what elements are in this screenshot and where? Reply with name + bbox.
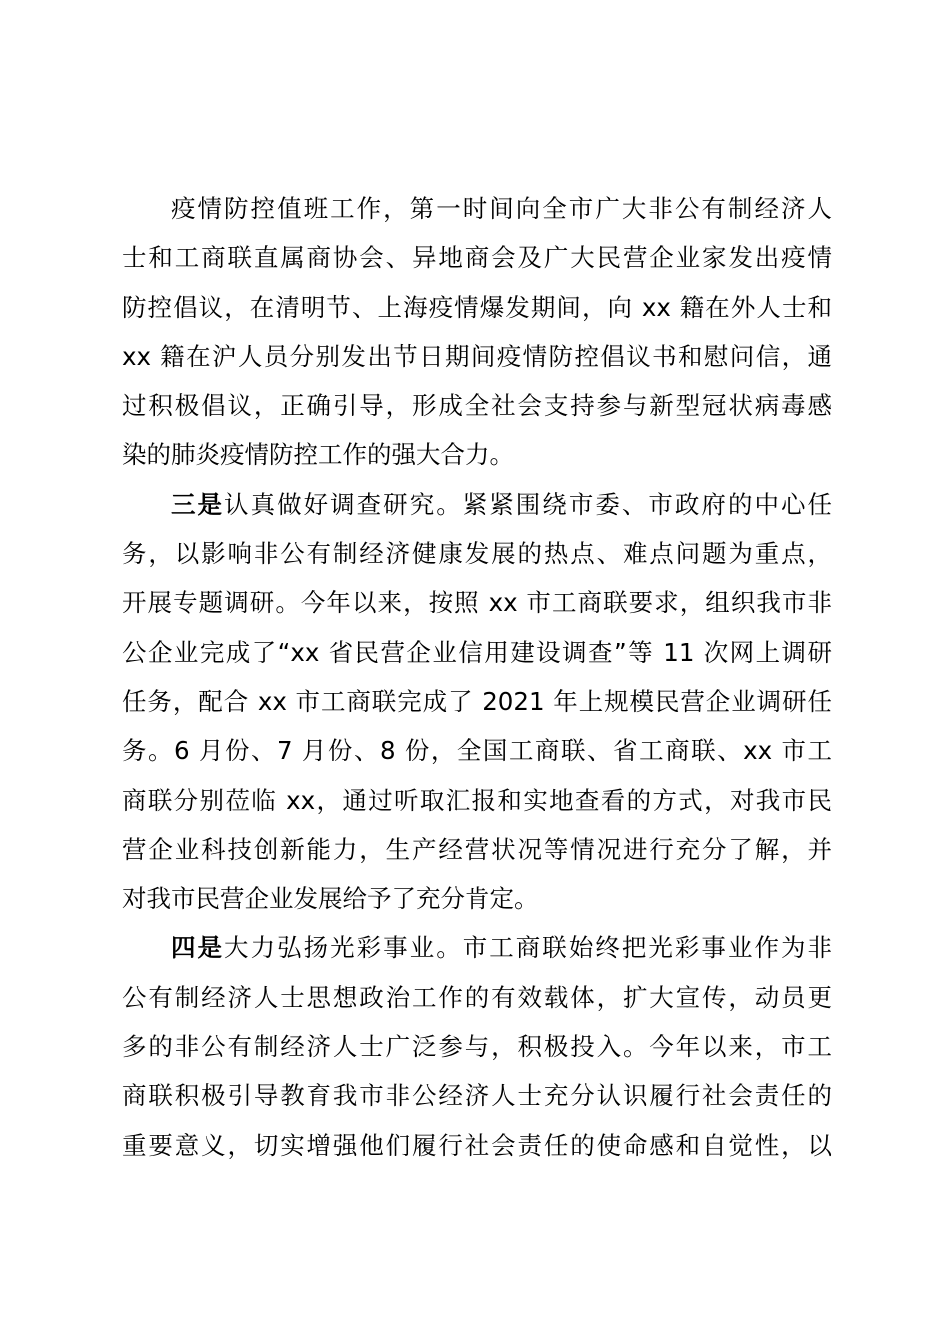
text-line: 营企业科技创新能力，生产经营状况等情况进行充分了解，并 <box>122 834 832 864</box>
text-line-body: 认真做好调查研究。紧紧围绕市委、市政府的中心任 <box>224 489 833 519</box>
paragraph-guangcai <box>122 923 832 1169</box>
text-line: 开展专题调研。今年以来，按照 xx 市工商联要求，组织我市非 <box>122 588 832 618</box>
text-line-body: 大力弘扬光彩事业。市工商联始终把光彩事业作为非 <box>224 933 833 963</box>
text-line: 商联积极引导教育我市非公经济人士充分认识履行社会责任的 <box>122 1081 832 1111</box>
text-line: 务，以影响非公有制经济健康发展的热点、难点问题为重点， <box>122 539 832 569</box>
text-line: 多的非公有制经济人士广泛参与，积极投入。今年以来，市工 <box>122 1032 832 1062</box>
paragraph-epidemic-prevention <box>122 184 832 480</box>
text-line <box>122 923 832 972</box>
text-line: 公有制经济人士思想政治工作的有效载体，扩大宣传，动员更 <box>122 982 832 1012</box>
body-text <box>122 184 832 1170</box>
text-line: xx 籍在沪人员分别发出节日期间疫情防控倡议书和慰问信，通 <box>122 341 832 371</box>
paragraph-lead: 四是 <box>171 933 225 963</box>
text-line <box>122 480 832 529</box>
text-line: 任务，配合 xx 市工商联完成了 2021 年上规模民营企业调研任 <box>122 686 832 716</box>
text-line: 士和工商联直属商协会、异地商会及广大民营企业家发出疫情 <box>122 243 832 273</box>
text-line: 商联分别莅临 xx，通过听取汇报和实地查看的方式，对我市民 <box>122 785 832 815</box>
text-line: 对我市民营企业发展给予了充分肯定。 <box>122 884 539 914</box>
text-line: 染的肺炎疫情防控工作的强大合力。 <box>122 440 514 470</box>
text-line: 务。6 月份、7 月份、8 份，全国工商联、省工商联、xx 市工 <box>122 736 832 766</box>
text-line: 防控倡议，在清明节、上海疫情爆发期间，向 xx 籍在外人士和 <box>122 292 832 322</box>
text-line: 过积极倡议，正确引导，形成全社会支持参与新型冠状病毒感 <box>122 391 832 421</box>
text-line: 疫情防控值班工作，第一时间向全市广大非公有制经济人 <box>171 194 832 223</box>
text-line: 重要意义，切实增强他们履行社会责任的使命感和自觉性，以 <box>122 1130 832 1160</box>
paragraph-research <box>122 480 832 924</box>
text-line: 公企业完成了“xx 省民营企业信用建设调查”等 11 次网上调研 <box>122 637 832 667</box>
paragraph-lead: 三是 <box>171 489 225 519</box>
